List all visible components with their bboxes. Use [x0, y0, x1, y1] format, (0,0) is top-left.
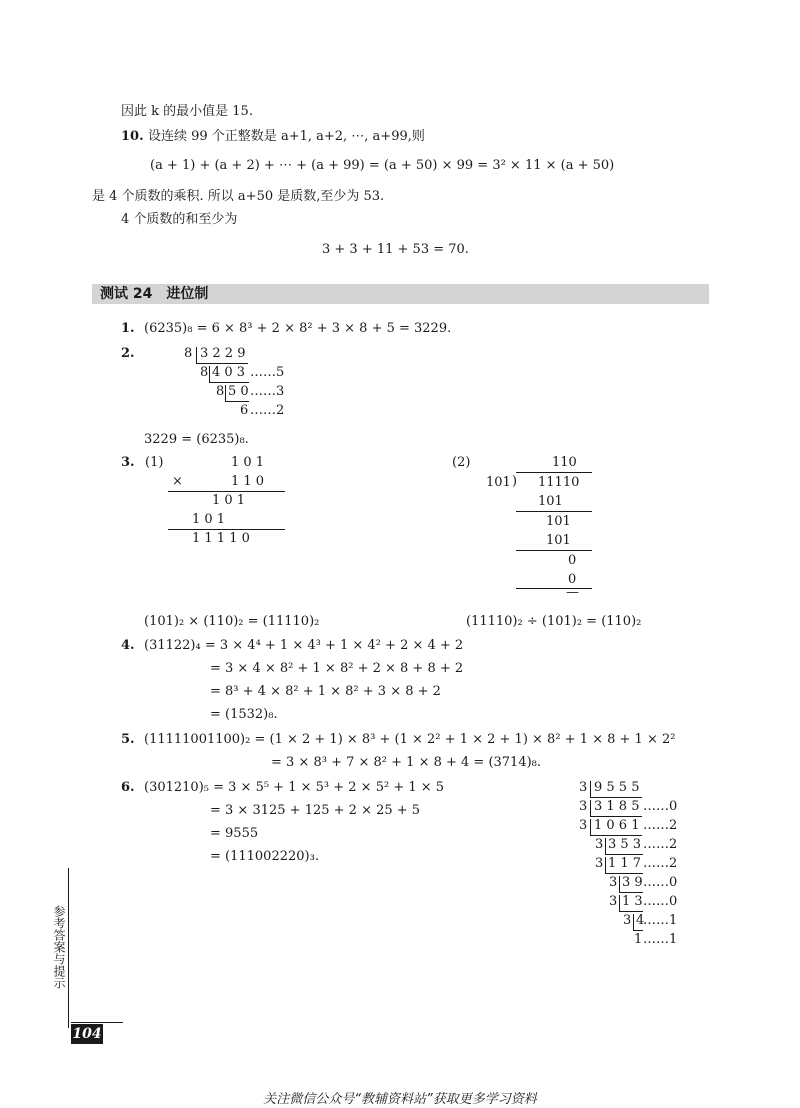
divisor: 3 — [609, 875, 618, 890]
multiplier: 1 1 0 — [231, 474, 265, 489]
remainder: ……2 — [643, 837, 678, 852]
dividend: 11110 — [538, 475, 580, 490]
problem-6-line: = 3 × 3125 + 125 + 2 × 25 + 5 — [210, 803, 421, 818]
divisor: 3 — [623, 913, 632, 928]
partial-product: 1 0 1 — [192, 512, 226, 527]
problem-10-number: 10. — [121, 129, 144, 144]
divisor: 8 — [200, 365, 209, 380]
sidebar-rule — [68, 868, 69, 1028]
quotient: 1 — [634, 932, 643, 947]
divisor: 3 — [609, 894, 618, 909]
problem-2-number: 2. — [121, 346, 135, 361]
section-header — [92, 284, 709, 304]
remainder: ……2 — [250, 403, 285, 418]
divisor: 3 — [579, 799, 588, 814]
partial-product: 1 0 1 — [212, 493, 246, 508]
multiplicand: 1 0 1 — [231, 455, 265, 470]
problem-3-result-2: (11110)₂ ÷ (101)₂ = (110)₂ — [466, 614, 642, 629]
dividend: 9 5 5 5 — [594, 780, 640, 795]
page-number-rule — [71, 1022, 123, 1023]
remainder: ……2 — [643, 856, 678, 871]
quotient: 6 — [240, 403, 249, 418]
problem-6-line: = 9555 — [210, 826, 259, 841]
problem-4-line: (31122)₄ = 3 × 4⁴ + 1 × 4³ + 1 × 4² + 2 × 4 + 2 — [144, 638, 464, 653]
problem-4-line: = 8³ + 4 × 8² + 1 × 8² + 3 × 8 + 2 — [210, 684, 441, 699]
problem-5-line: = 3 × 8³ + 7 × 8² + 1 × 8 + 4 = (3714)₈. — [271, 755, 542, 770]
remainder: ……2 — [643, 818, 678, 833]
quotient: 5 0 — [228, 384, 249, 399]
problem-4-line: = (1532)₈. — [210, 707, 278, 722]
problem-6-line: (301210)₅ = 3 × 5⁵ + 1 × 5³ + 2 × 5² + 1 × 5 — [144, 780, 445, 795]
conclusion-line: 因此 k 的最小值是 15. — [121, 104, 253, 119]
problem-1-text: (6235)₈ = 6 × 8³ + 2 × 8² + 3 × 8 + 5 = 3229. — [144, 321, 452, 336]
part-1-label: (1) — [145, 455, 164, 470]
subtrahend: 101 — [546, 533, 571, 548]
problem-3-result-1: (101)₂ × (110)₂ = (11110)₂ — [144, 614, 320, 629]
division-bracket: ) — [512, 474, 518, 489]
divisor: 3 — [579, 780, 588, 795]
problem-6-line: = (111002220)₃. — [210, 849, 319, 864]
problem-10-result: 3 + 3 + 11 + 53 = 70. — [322, 242, 469, 257]
difference: 101 — [546, 514, 571, 529]
problem-6-number: 6. — [121, 780, 135, 795]
product: 1 1 1 1 0 — [192, 531, 250, 546]
subtrahend: 0 — [568, 572, 577, 587]
divisor: 3 — [579, 818, 588, 833]
problem-4-number: 4. — [121, 638, 135, 653]
problem-5-line: (11111001100)₂ = (1 × 2 + 1) × 8³ + (1 × 2² + 1 × 2 + 1) × 8² + 1 × 8 + 1 × 2² — [144, 732, 676, 747]
problem-3-number: 3. — [121, 455, 135, 470]
quotient: 1 0 6 1 — [594, 818, 640, 833]
divisor: 8 — [216, 384, 225, 399]
problem-10-text: 设连续 99 个正整数是 a+1, a+2, ⋯, a+99,则 — [148, 129, 425, 144]
quotient: 3 5 3 — [608, 837, 642, 852]
divisor: 101 — [486, 475, 511, 490]
section-title: 测试 24 进位制 — [100, 286, 209, 302]
times-sign: × — [172, 474, 183, 489]
quotient: 4 0 3 — [212, 365, 246, 380]
remainder: ……5 — [250, 365, 285, 380]
quotient: 3 1 8 5 — [594, 799, 640, 814]
divisor: 3 — [595, 856, 604, 871]
sidebar-label: 参考答案与提示 — [52, 905, 66, 989]
quotient: 4 — [636, 913, 645, 928]
part-2-label: (2) — [452, 455, 471, 470]
divisor: 8 — [184, 346, 193, 361]
remainder: ……0 — [643, 894, 678, 909]
problem-10-line3: 4 个质数的和至少为 — [121, 212, 238, 227]
problem-1-number: 1. — [121, 321, 135, 336]
quotient: 110 — [552, 455, 577, 470]
problem-10-line2: 是 4 个质数的乘积. 所以 a+50 是质数,至少为 53. — [92, 189, 385, 204]
remainder: ……1 — [643, 932, 678, 947]
dividend: 3 2 2 9 — [200, 346, 246, 361]
page-number: 104 — [72, 1026, 102, 1042]
divisor: 3 — [595, 837, 604, 852]
problem-2-result: 3229 = (6235)₈. — [144, 432, 249, 447]
quotient: 3 9 — [622, 875, 643, 890]
remainder: ……0 — [643, 799, 678, 814]
subtrahend: 101 — [538, 494, 563, 509]
remainder: ……3 — [250, 384, 285, 399]
quotient: 1 1 7 — [608, 856, 642, 871]
problem-4-line: = 3 × 4 × 8² + 1 × 8² + 2 × 8 + 8 + 2 — [210, 661, 464, 676]
quotient: 1 3 — [622, 894, 643, 909]
problem-10-equation: (a + 1) + (a + 2) + ⋯ + (a + 99) = (a + 50) × 99 = 3² × 11 × (a + 50) — [150, 158, 615, 173]
footer-watermark: 关注微信公众号“教辅资料站”获取更多学习资料 — [263, 1092, 537, 1107]
remainder: — — [566, 585, 579, 600]
difference: 0 — [568, 553, 577, 568]
remainder: ……1 — [643, 913, 678, 928]
remainder: ……0 — [643, 875, 678, 890]
problem-5-number: 5. — [121, 732, 135, 747]
